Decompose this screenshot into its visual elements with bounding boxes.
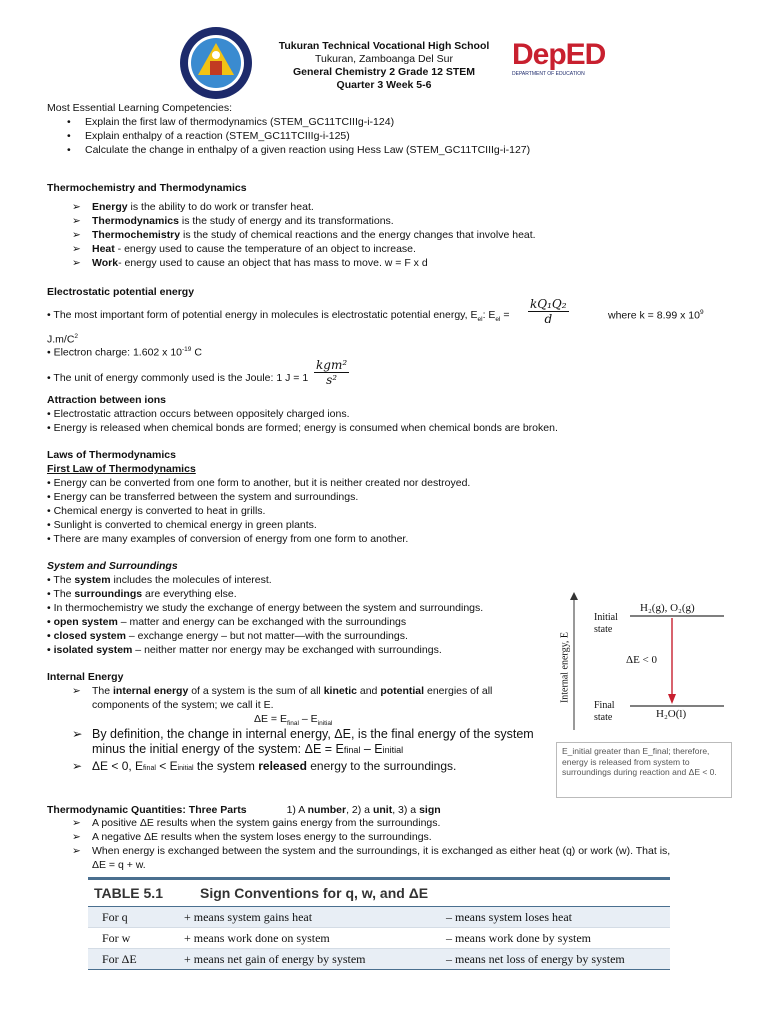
melc-item-1: • Explain the first law of thermodynamics (STEM_GC11TCIIIg-i-124) xyxy=(67,116,395,128)
quantities-title: Thermodynamic Quantities: Three Parts 1) A number, 2) a unit, 3) a sign xyxy=(47,804,441,816)
electro-line1: • The most important form of potential energy in molecules is electrostatic potential energy, $E_{el}$: $E_{el}$ = xyxy=(47,309,510,324)
thermo-item: ➢ Energy is the ability to do work or transfer heat. xyxy=(72,201,314,213)
ions-title: Attraction between ions xyxy=(47,394,167,406)
school-location: Tukuran, Zamboanga Del Sur xyxy=(315,53,453,65)
initial-formula: H₂(g), O₂(g) xyxy=(640,602,695,614)
law-item-5: • There are many examples of conversion of energy from one form to another. xyxy=(47,533,409,545)
delta-e-label: ΔE < 0 xyxy=(626,654,657,666)
table-header xyxy=(88,880,670,907)
thermo-item: ➢ Heat - energy used to cause the temperature of an object to increase. xyxy=(72,243,416,255)
quarter-week: Quarter 3 Week 5-6 xyxy=(336,79,432,91)
table-cell: + means system gains heat xyxy=(184,909,313,924)
table-cell: + means work done on system xyxy=(184,930,330,945)
initial-state-label: Initial state xyxy=(594,612,618,635)
system-line-5: • closed system – exchange energy – but not matter—with the surroundings. xyxy=(47,630,408,642)
law-item-4: • Sunlight is converted to chemical energy in green plants. xyxy=(47,519,317,531)
deped-logo-caption: DEPARTMENT OF EDUCATION xyxy=(512,71,585,77)
system-line-3: • In thermochemistry we study the exchange of energy between the system and surroundings. xyxy=(47,602,484,614)
system-line-1: • The system includes the molecules of interest. xyxy=(47,574,272,586)
table-label: TABLE 5.1 xyxy=(94,885,163,901)
table-cell: – means net loss of energy by system xyxy=(446,951,625,966)
law-item-1: • Energy can be converted from one form to another, but it is neither created nor destroyed. xyxy=(47,477,471,489)
melc-title: Most Essential Learning Competencies: xyxy=(47,102,233,114)
internal-equation: $\Delta E = E_{final} - E_{initial}$ xyxy=(254,713,333,728)
system-line-2: • The surroundings are everything else. xyxy=(47,588,237,600)
school-name: Tukuran Technical Vocational High School xyxy=(278,40,490,52)
internal-p1: ➢ The internal energy of a system is the sum of all kinetic and potential energies of all xyxy=(72,685,493,697)
electro-title: Electrostatic potential energy xyxy=(47,286,195,298)
joule-fraction: kgm² s² xyxy=(316,358,348,387)
quantities-item-3: ➢ When energy is exchanged between the system and the surroundings, it is exchanged as either heat (q) or work (w). That is, xyxy=(72,845,671,857)
internal-p1-cont: components of the system; we call it E. xyxy=(92,699,274,711)
quantities-item-1: ➢ A positive ΔE results when the system gains energy from the surroundings. xyxy=(72,817,441,829)
course-title: General Chemistry 2 Grade 12 STEM xyxy=(292,66,476,78)
table-row xyxy=(88,907,670,928)
final-formula: H₂O(l) xyxy=(656,708,687,720)
thermo-item: ➢ Thermodynamics is the study of energy and its transformations. xyxy=(72,215,394,227)
melc-item-2: • Explain enthalpy of a reaction (STEM_GC11TCIIIg-i-125) xyxy=(67,130,350,142)
coulomb-fraction: kQ₁Q₂ d xyxy=(530,297,567,326)
sign-conventions-table xyxy=(88,877,670,970)
electron-charge: • Electron charge: 1.602 x $10^{-19}$ C xyxy=(47,346,202,359)
deped-logo-text: DepED xyxy=(512,38,606,71)
quantities-item-2: ➢ A negative ΔE results when the system loses energy to the surroundings. xyxy=(72,831,432,843)
first-law-title: First Law of Thermodynamics xyxy=(47,463,196,475)
table-row xyxy=(88,949,670,969)
final-state-label: Final state xyxy=(594,700,615,723)
table-cell: – means system loses heat xyxy=(446,909,572,924)
constant-unit: $J.m/C^2$ xyxy=(47,333,79,346)
system-title: System and Surroundings xyxy=(47,560,178,572)
table-cell: + means net gain of energy by system xyxy=(184,951,366,966)
energy-diagram xyxy=(554,590,738,805)
quantities-equation: ΔE = q + w. xyxy=(92,859,146,871)
system-line-4: • open system – matter and energy can be exchanged with the surroundings xyxy=(47,616,407,628)
diagram-caption: E_initial greater than E_final; therefore, energy is released from system to surroundings during reaction and ΔE < 0. xyxy=(556,742,732,798)
system-line-6: • isolated system – neither matter nor energy may be exchanged with surroundings. xyxy=(47,644,442,656)
table-cell: For w xyxy=(102,930,131,945)
thermo-item: ➢ Work- energy used to cause an object that has mass to move. w = F x d xyxy=(72,257,428,269)
ions-item-2: • Energy is released when chemical bonds are formed; energy is consumed when chemical bonds are broken. xyxy=(47,422,558,434)
internal-title: Internal Energy xyxy=(47,671,124,683)
diagram-y-label: Internal energy, E xyxy=(559,631,571,704)
joule-definition: • The unit of energy commonly used is the Joule: 1 J = 1 xyxy=(47,372,309,384)
internal-p2-cont: minus the initial energy of the system: ΔE = Efinal – Einitial xyxy=(92,742,404,756)
law-item-3: • Chemical energy is converted to heat in grills. xyxy=(47,505,266,517)
melc-item-3: • Calculate the change in enthalpy of a given reaction using Hess Law (STEM_GC11TCIIIg-i-127) xyxy=(67,144,531,156)
table-cell: – means work done by system xyxy=(446,930,591,945)
law-item-2: • Energy can be transferred between the system and surroundings. xyxy=(47,491,359,503)
table-cell: For ΔE xyxy=(102,951,137,966)
internal-p3: ➢ ΔE < 0, Efinal < Einitial the system released energy to the surroundings. xyxy=(72,759,457,773)
table-row xyxy=(88,928,670,949)
coulomb-constant: where k = 8.99 x $10^9$ xyxy=(608,309,704,322)
table-title: Sign Conventions for q, w, and ΔE xyxy=(200,885,429,901)
table-cell: For q xyxy=(102,909,128,924)
deped-logo xyxy=(512,40,622,80)
thermo-title: Thermochemistry and Thermodynamics xyxy=(47,182,247,194)
laws-title: Laws of Thermodynamics xyxy=(47,449,176,461)
ions-item-1: • Electrostatic attraction occurs between oppositely charged ions. xyxy=(47,408,350,420)
thermo-item: ➢ Thermochemistry is the study of chemical reactions and the energy changes that involve heat. xyxy=(72,229,536,241)
internal-p2: ➢ By definition, the change in internal energy, ΔE, is the final energy of the system xyxy=(72,727,534,741)
